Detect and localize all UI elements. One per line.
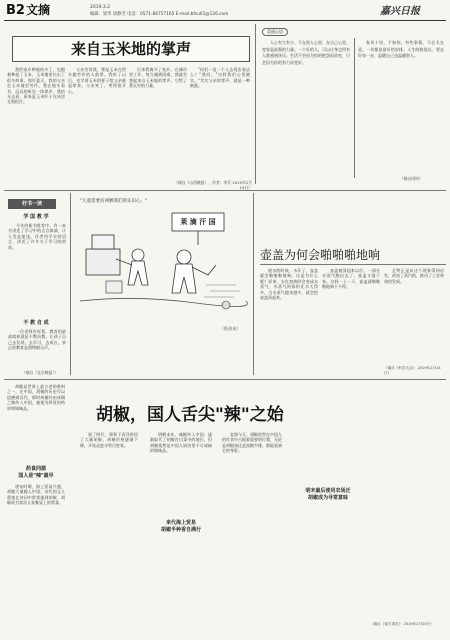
article-corn-field-col-4-text: "你们一直一个人去逛农家店么？"我问。"这样我们心里踏实。"其实父亲的掌声，就是一种鼓励。 (190, 67, 250, 89)
left-column-text-2 (8, 329, 66, 367)
left-column-divider (70, 193, 71, 375)
sidebar-box-col-1-text: 人心有大有小，不在别人心里，在自己心里，宽容是最强的力量。一个好的人，可以让身边所有人都感到快乐。生活不会因为你的抱怨而改变，只会因为你的努力而变好。 (262, 40, 350, 65)
article-kettle-lid-title-rule (260, 264, 446, 265)
article-pepper-col-1-text: 胡椒是世界上最古老的香料之一。在中国，胡椒的历史可以追溯到汉代，那时胡椒经由丝绸之路传入中国，被视为珍贵的药材和调味品。 (7, 384, 65, 411)
sidebar-box-title (262, 28, 288, 36)
article-pepper-col-4-text: 直到今天，胡椒依然在中国人的饮食中占据着重要的位置，无论是胡椒汤还是黑椒牛排，都能看到它的身影。 (222, 432, 282, 454)
article-corn-field-title-box (12, 36, 250, 62)
article-kettle-lid-col-1 (260, 268, 318, 374)
left-column-text-2-p: 一位老师告诉我，教育的最高境界就是不教而教，让孩子自己去发现，去学习，去成长。真正的教育是润物细无声。 (8, 329, 66, 351)
sidebar-box-col-1 (262, 40, 350, 178)
cartoon-sign-text: 莱 滴 汗 国 (180, 218, 216, 226)
article-kettle-lid-col-1-text: 烧水的时候，水开了，壶盖就会啪啪啪地响。这是为什么呢？原来，水在加热时会变成水蒸气，水蒸气的体积比水大得多，当水蒸气越来越多，就会把壶盖顶起来。 (260, 268, 318, 301)
article-pepper-subtitle-2: 来代海上贸易 胡椒半种香自满行 (160, 520, 201, 533)
top-section-bottom-rule (4, 190, 446, 191)
article-corn-field-col-2 (68, 67, 126, 187)
header-rule (4, 20, 446, 21)
article-pepper-col-2 (80, 432, 138, 632)
article-pepper-subtitle-1: 药食同源 国人是"辣"最早 (18, 466, 54, 479)
article-pepper-col-3 (150, 432, 212, 516)
article-kettle-lid-col-3 (384, 268, 444, 364)
left-column-subtitle-2: 不 教 自 成 (23, 320, 49, 326)
article-corn-field-col-1 (7, 67, 65, 187)
sidebar-box-col-2 (358, 40, 444, 170)
section-name: 文摘 (26, 3, 51, 17)
article-corn-field-col-3 (129, 67, 187, 187)
article-kettle-lid-col-3-text: 瓦特正是从这个现象得到启发，改良了蒸汽机，推动了工业革命的发展。 (384, 268, 444, 284)
article-corn-field-title: 来自玉米地的掌声 (70, 40, 191, 58)
newspaper-name: 嘉兴日报 (380, 6, 420, 17)
article-kettle-lid-col-2-text: 壶盖被顶起来以后，一部分水蒸气跑出去了，壶盖又落下来。这样一上一下，壶盖就啪啪啪地响个不停。 (322, 268, 380, 290)
article-corn-field-source: （摘自《山西晚报》，作者：李兵 2019年2月19日） (174, 180, 252, 191)
article-pepper-col-1b-text: 唐宋时期，海上贸易兴盛，胡椒大量输入中国。宋代的文人墨客在诗词中常常提到胡椒，胡椒成为富贵人家餐桌上的常客。 (7, 484, 65, 506)
article-pepper-subtitle-3: 明末最后使用农场泛 胡椒成为寻常意味 (305, 488, 351, 501)
article-pepper-col-4 (222, 432, 282, 632)
cartoon-source: （图/张成） (220, 326, 241, 331)
article-corn-field-col-4 (190, 67, 250, 175)
section-code: B2 (6, 3, 25, 18)
sidebar-box-title-label: 美丽心语 (262, 28, 288, 36)
left-column-subtitle-1: 学 国 教 学 (23, 214, 49, 220)
article-pepper-col-1 (7, 384, 65, 454)
article-pepper-col-1b (7, 484, 65, 634)
cartoon-image (76, 205, 248, 323)
left-column-source: （摘自《北京晚报》） (22, 370, 59, 375)
sidebar-box-note: （摘自网络） (400, 176, 423, 181)
middle-section-bottom-rule (4, 379, 446, 380)
article-corn-field-col-2-text: 父亲告诉我，那是玉米在给辛勤劳作的人鼓掌。我听了以后，也学着玉米的样子给父亲鼓起掌来。父亲笑了，笑得很开心。 (68, 67, 126, 94)
cartoon-caption: "儿童需要有两颗我们的认识心。" (80, 199, 148, 204)
editor-line: 编辑：梁华 徐静芳 电话：0571-86757165 E-mail:bfsu01@126.com (90, 12, 229, 17)
sidebar-box-divider (354, 38, 355, 178)
article-pepper-source: （摘自《南方周末》 2019年2月20日） (370, 622, 434, 626)
left-column-text-1-p: 今年的新书推荐中，有一本书讲述了学习中的点点滴滴，让人受益匪浅。作者用平实的语言，讲述了许多关于学习的故事。 (8, 223, 66, 250)
article-pepper-col-2-text: 到了明代，郑和下西洋带回了大量胡椒，胡椒价格逐渐下降，开始走进寻常百姓家。 (80, 432, 138, 448)
sidebar-box-col-2-text: 春风十里，不如你。有些事情，不必太在意。一切都是最好的安排。人生的路很长，要走好每一步，温暖自己也温暖别人。 (358, 40, 444, 58)
article-pepper-title: 胡椒，国人舌尖"辣"之始 (96, 405, 284, 425)
article-kettle-lid-source: （摘自《科学大众》 2019年2月14日） (384, 366, 441, 376)
article-kettle-lid-col-2 (322, 268, 380, 374)
cartoon-right-divider (253, 193, 254, 375)
article-pepper-col-3-text: 明朝末年，辣椒传入中国，逐渐取代了胡椒在川菜中的地位，但胡椒依然是中国人厨房里不可或缺的调味品。 (150, 432, 212, 454)
left-column-text-1 (8, 223, 66, 317)
top-divider-vertical (255, 24, 256, 184)
issue-date: 2019.3.2 (90, 5, 111, 10)
article-corn-field-col-3-text: 后来我离开了家乡，在城市里工作，每当遇到困难，我就会想起来自玉米地的掌声，它给了我无穷的力量。 (129, 67, 187, 89)
article-kettle-lid-title: 壶盖为何会啪啪啪地响 (260, 248, 381, 262)
article-corn-field-col-1-text: 我的家乡种地的多了，也跟着种起了玉米，玉米地里长出了很多故事。那年夏天，我的父亲在玉米地里劳作，我在地头看书，远远的听见一阵掌声，我抬头去看，原来是玉米叶子在风里互相拍打。 (7, 67, 65, 105)
left-column-title-box (8, 199, 56, 209)
left-column-title: 好书一读 (21, 201, 42, 207)
